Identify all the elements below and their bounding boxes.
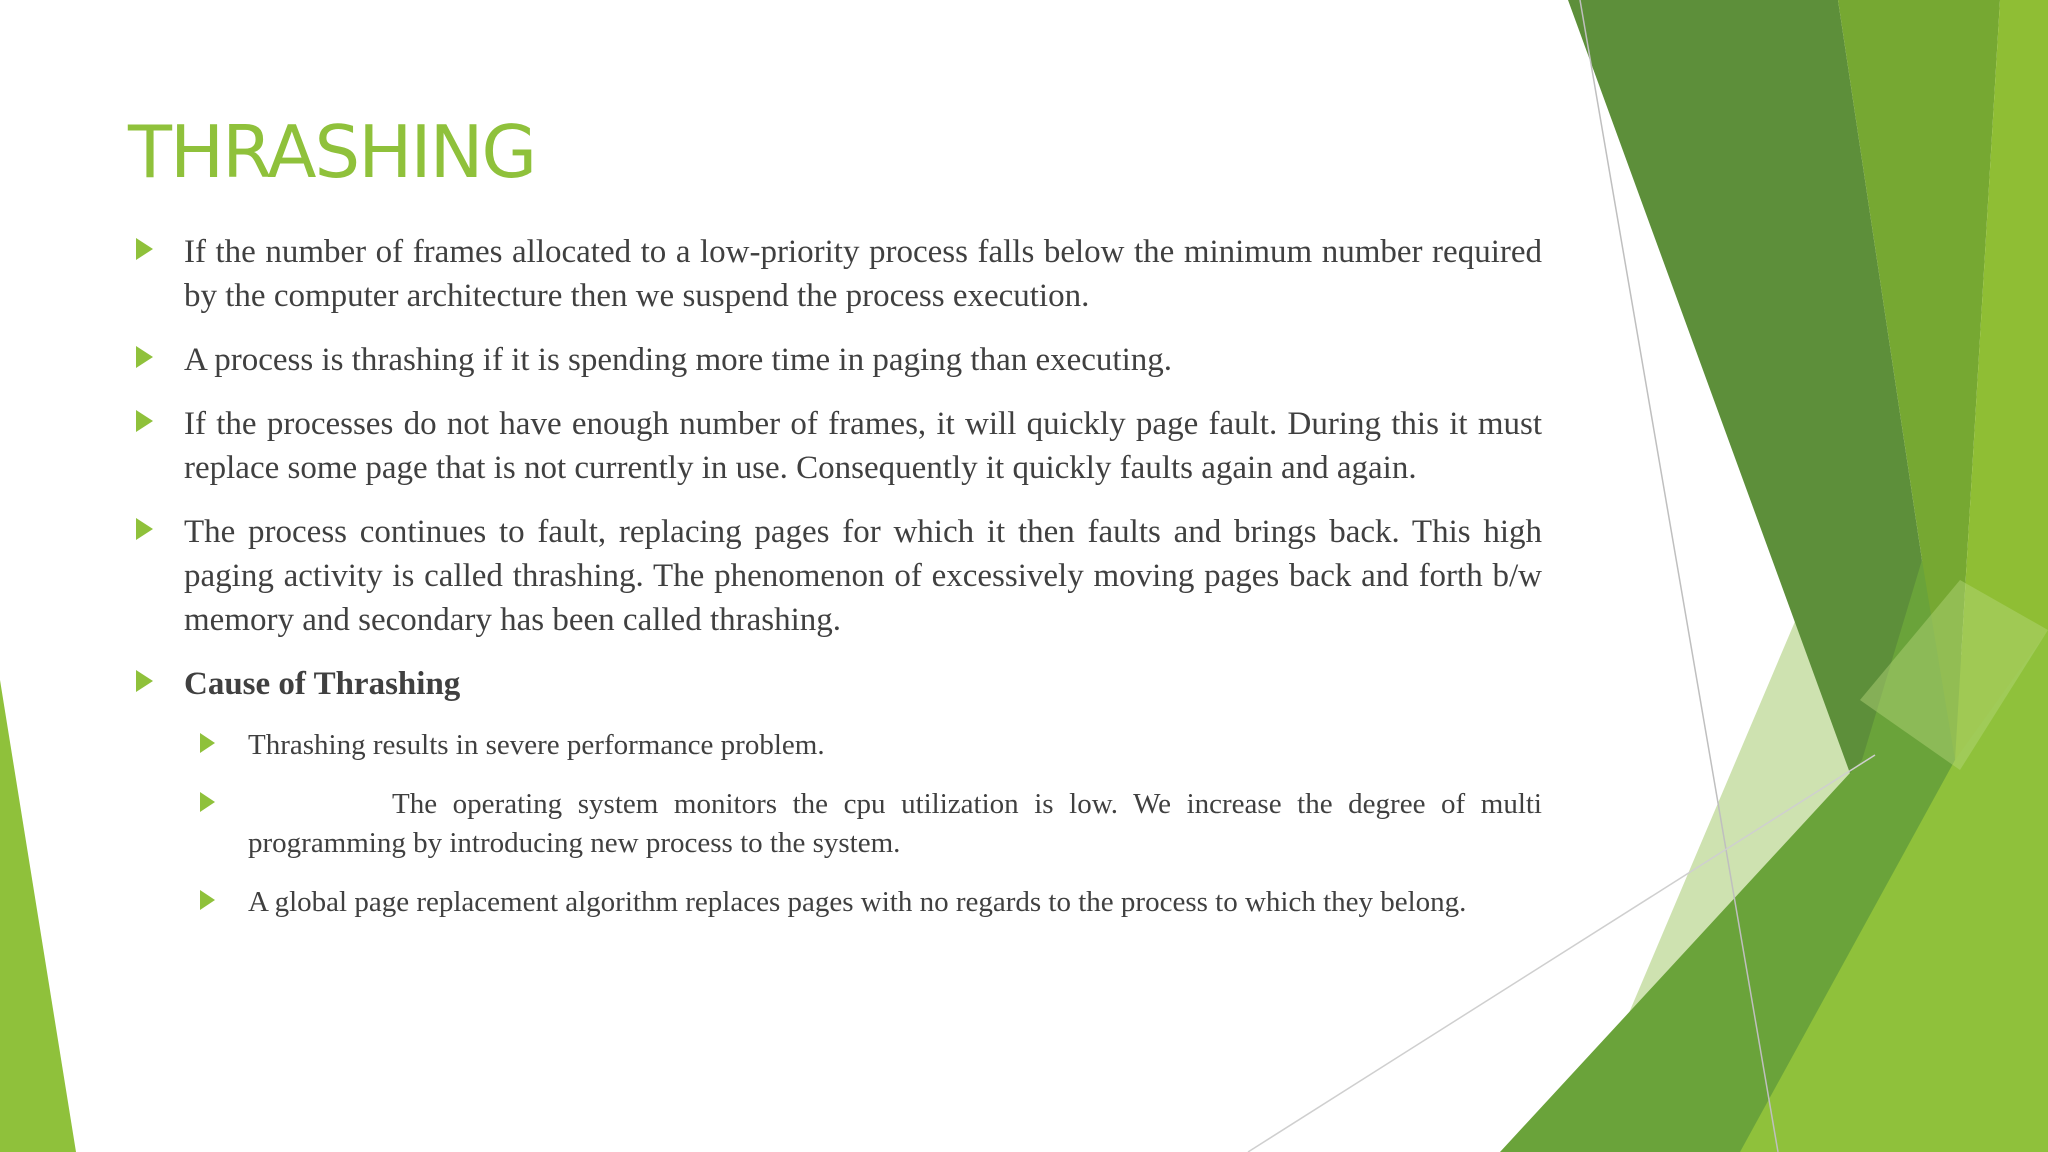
bullet-item-cause-heading bbox=[130, 662, 1542, 706]
bullet-item-1 bbox=[130, 230, 1542, 318]
bullet-text: A process is thrashing if it is spending more time in paging than executing. bbox=[184, 342, 1173, 378]
bullet-arrow-icon bbox=[136, 238, 153, 260]
sub-bullet-item-3 bbox=[130, 883, 1542, 922]
sub-bullet-item-2 bbox=[130, 785, 1542, 863]
bullet-item-3 bbox=[130, 402, 1542, 490]
bullet-arrow-icon bbox=[136, 410, 153, 432]
bullet-arrow-icon bbox=[136, 346, 153, 368]
bullet-item-2 bbox=[130, 338, 1542, 382]
sub-bullet-text: The operating system monitors the cpu utilization is low. We increase the degree of multi programming by introducing new process to the system. bbox=[248, 788, 1542, 859]
bullet-text: Cause of Thrashing bbox=[184, 666, 461, 702]
slide-content bbox=[130, 230, 1542, 942]
sub-bullet-text: Thrashing results in severe performance problem. bbox=[248, 729, 825, 761]
bullet-text: The process continues to fault, replacing pages for which it then faults and brings back. This high paging activity is called thrashing. The phenomenon of excessively moving pages back and forth b/w memory and secondary has been called thrashing. bbox=[184, 514, 1542, 638]
bullet-text: If the number of frames allocated to a low-priority process falls below the minimum number required by the computer architecture then we suspend the process execution. bbox=[184, 234, 1542, 314]
left-green-sliver bbox=[0, 680, 76, 1152]
bullet-text: If the processes do not have enough number of frames, it will quickly page fault. During this it must replace some page that is not currently in use. Consequently it quickly faults again and again. bbox=[184, 406, 1542, 486]
bullet-item-4 bbox=[130, 510, 1542, 642]
sub-bullet-arrow-icon bbox=[200, 792, 215, 812]
sub-bullet-arrow-icon bbox=[200, 890, 215, 910]
bullet-arrow-icon bbox=[136, 518, 153, 540]
sub-bullet-item-1 bbox=[130, 726, 1542, 765]
sub-bullet-arrow-icon bbox=[200, 733, 215, 753]
slide-title: THRASHING bbox=[128, 110, 536, 194]
bullet-arrow-icon bbox=[136, 670, 153, 692]
sub-bullet-text: A global page replacement algorithm replaces pages with no regards to the process to which they belong. bbox=[248, 886, 1467, 918]
